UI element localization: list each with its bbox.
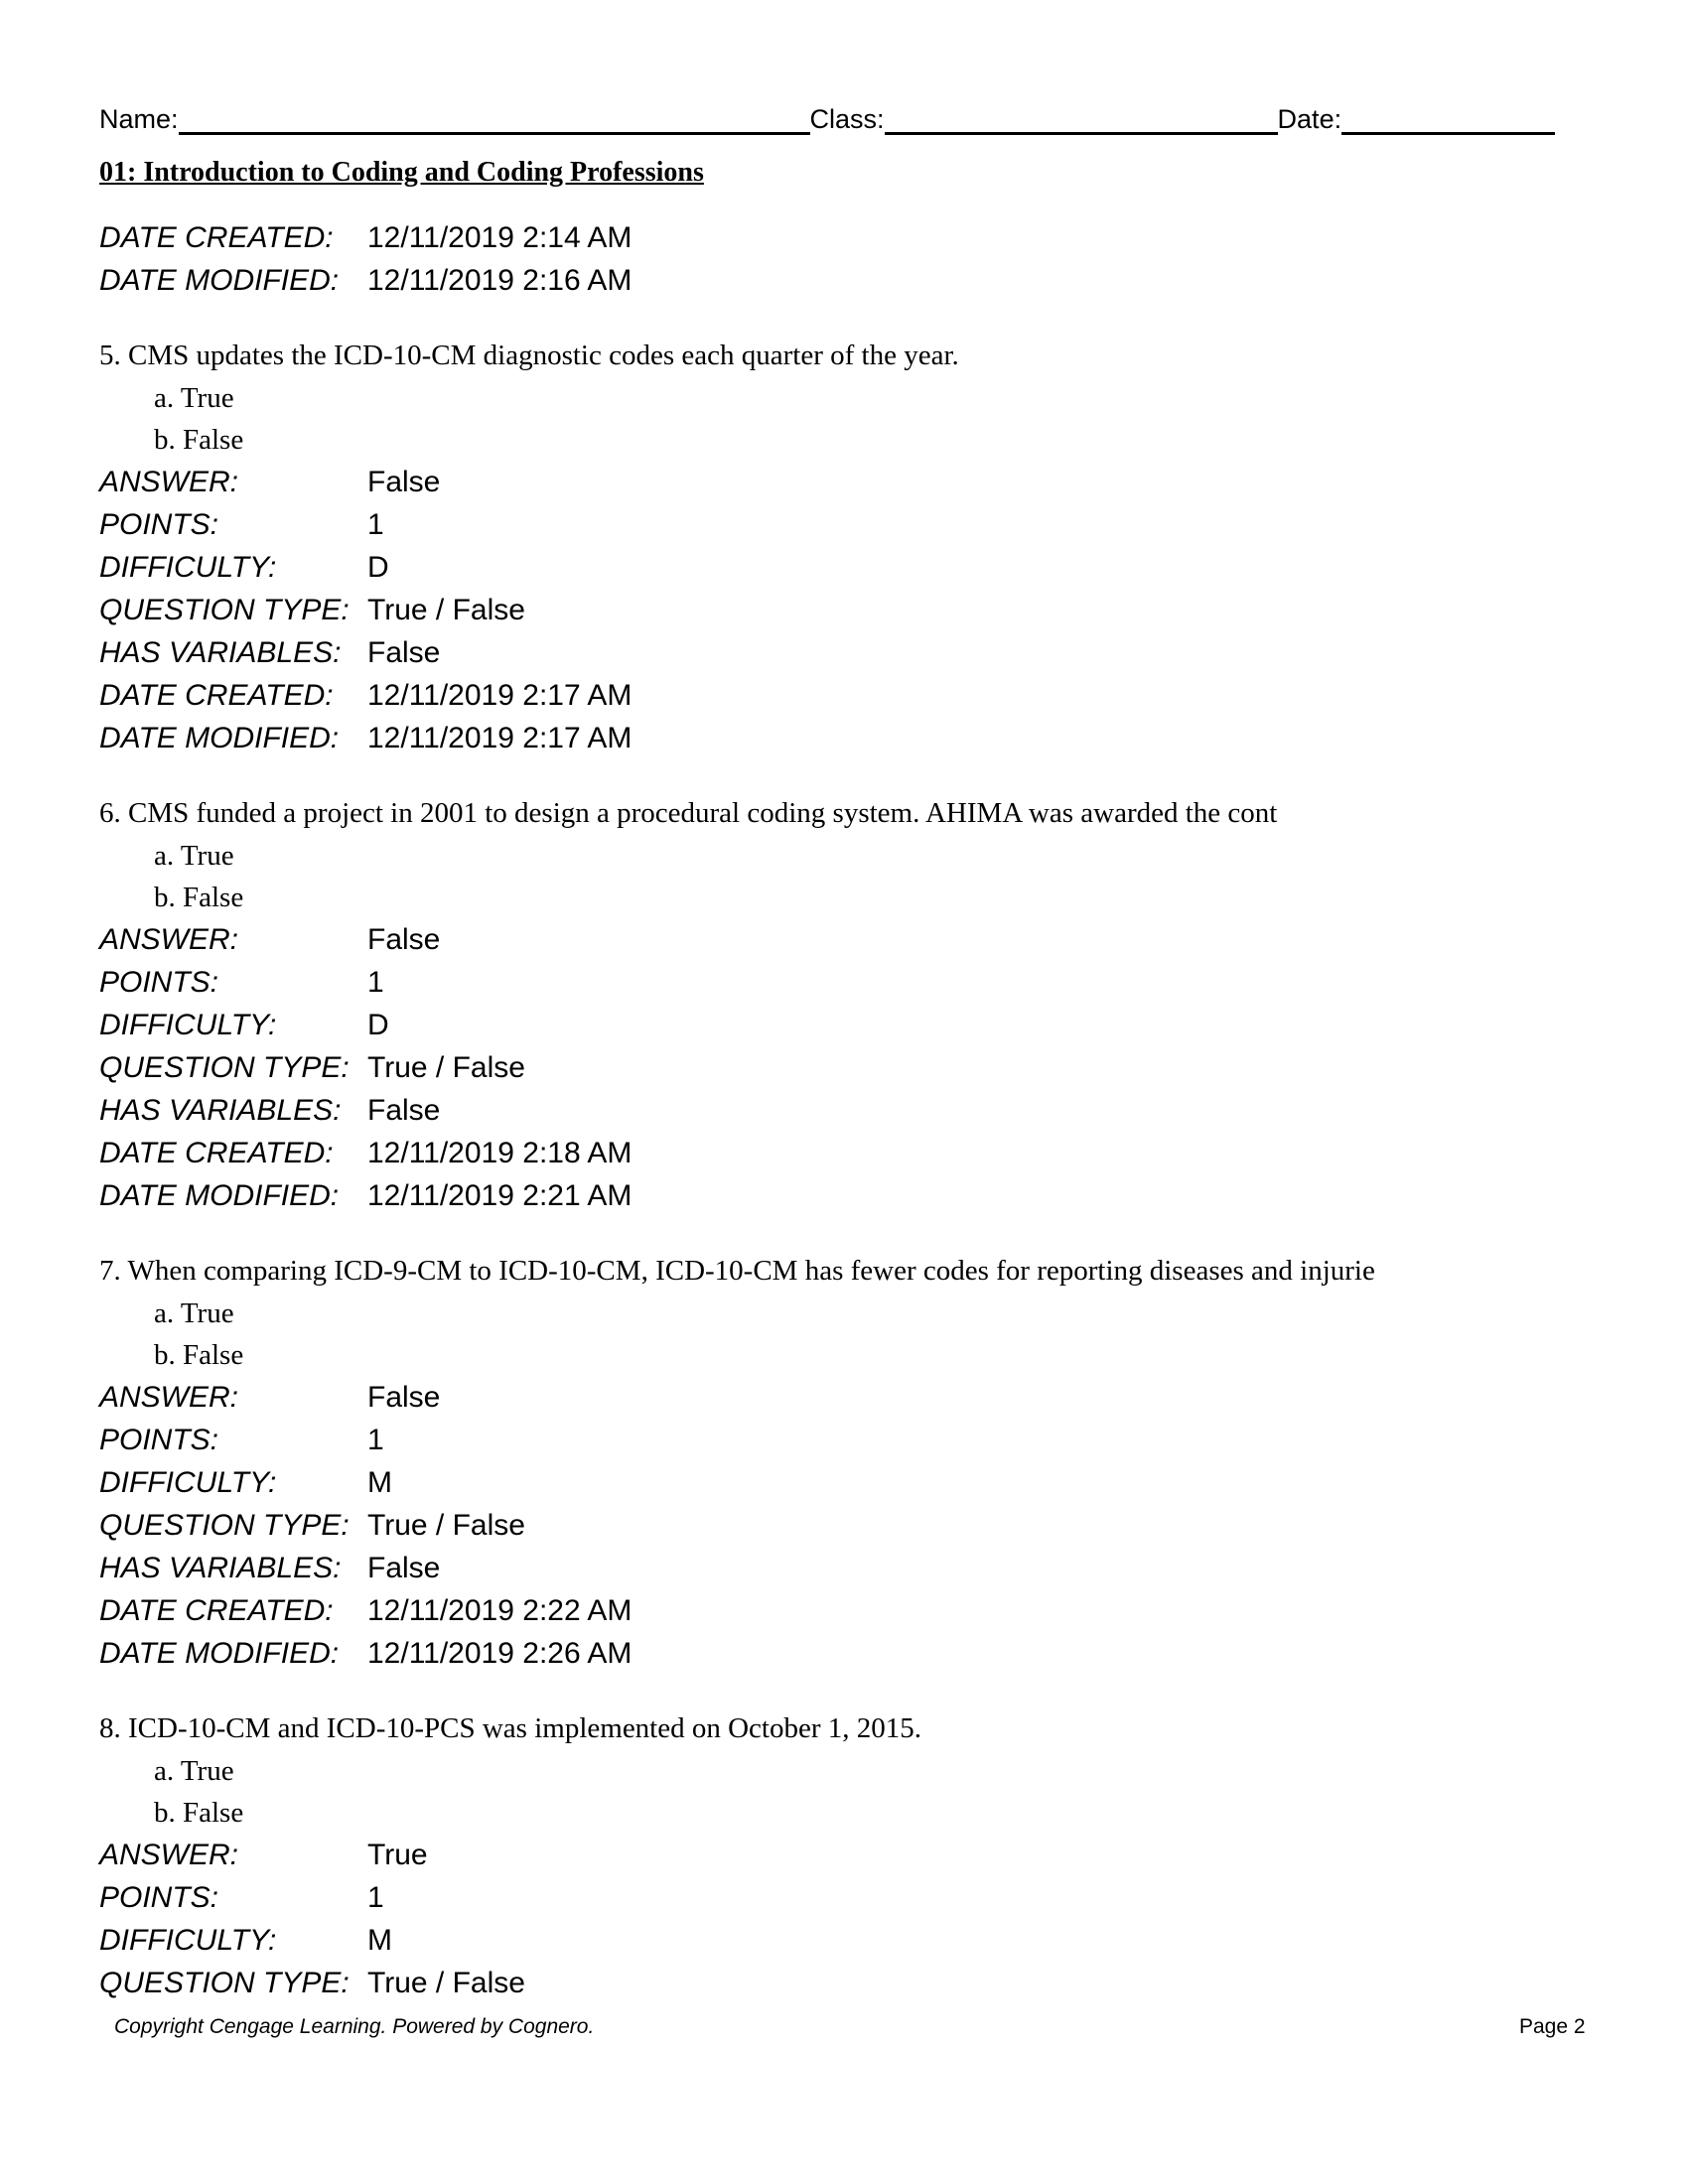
- meta-value: M: [367, 1466, 392, 1499]
- meta-row: [99, 1046, 1648, 1089]
- question-block: [99, 335, 1648, 759]
- meta-value: M: [367, 1924, 392, 1957]
- meta-row: [99, 1004, 1648, 1046]
- meta-row: [99, 1174, 1648, 1217]
- meta-label: ANSWER:: [99, 466, 239, 498]
- meta-row: [99, 717, 1648, 759]
- question-text: 5. CMS updates the ICD-10-CM diagnostic codes each quarter of the year.: [99, 340, 959, 371]
- meta-row: [99, 589, 1648, 631]
- date-blank: [1341, 100, 1555, 135]
- meta-label: DATE CREATED:: [99, 1137, 334, 1169]
- meta-row: [99, 1834, 1648, 1876]
- meta-value: 12/11/2019 2:17 AM: [367, 722, 633, 754]
- meta-label: POINTS:: [99, 1424, 219, 1456]
- meta-label: POINTS:: [99, 508, 219, 541]
- question-text: 7. When comparing ICD-9-CM to ICD-10-CM, ICD-10-CM has fewer codes for reporting diseases and injurie: [99, 1255, 1375, 1287]
- meta-row: [99, 1376, 1648, 1419]
- meta-row: [99, 631, 1648, 674]
- meta-label: QUESTION TYPE:: [99, 594, 350, 626]
- meta-value: True / False: [367, 1051, 525, 1084]
- answer-option: b. False: [154, 424, 244, 456]
- meta-label: DIFFICULTY:: [99, 1466, 277, 1499]
- meta-value: 12/11/2019 2:16 AM: [367, 264, 633, 297]
- meta-label: HAS VARIABLES:: [99, 1094, 342, 1127]
- meta-label: QUESTION TYPE:: [99, 1051, 350, 1084]
- meta-label: DIFFICULTY:: [99, 551, 277, 584]
- meta-row: [99, 216, 1648, 259]
- meta-value: True / False: [367, 1967, 525, 1999]
- meta-row: [99, 1461, 1648, 1504]
- class-label: Class:: [809, 104, 885, 134]
- meta-label: ANSWER:: [99, 923, 239, 956]
- meta-value: 12/11/2019 2:17 AM: [367, 679, 633, 712]
- meta-row: [99, 1419, 1648, 1461]
- meta-row: [99, 1089, 1648, 1132]
- meta-value: False: [367, 1381, 441, 1414]
- meta-row: [99, 259, 1648, 302]
- meta-label: POINTS:: [99, 1881, 219, 1914]
- question-list: [99, 216, 1648, 2004]
- meta-label: DIFFICULTY:: [99, 1924, 277, 1957]
- name-blank: [179, 100, 810, 135]
- meta-label: DIFFICULTY:: [99, 1009, 277, 1041]
- question-block: [99, 1250, 1648, 1675]
- meta-row: [99, 1132, 1648, 1174]
- meta-label: DATE MODIFIED:: [99, 264, 340, 297]
- meta-value: 12/11/2019 2:22 AM: [367, 1594, 633, 1627]
- meta-row: [99, 918, 1648, 961]
- meta-row: [99, 1919, 1648, 1962]
- answer-option: a. True: [154, 1755, 234, 1787]
- meta-row: [99, 461, 1648, 503]
- meta-value: True / False: [367, 1509, 525, 1542]
- meta-row: [99, 1876, 1648, 1919]
- meta-value: 12/11/2019 2:18 AM: [367, 1137, 633, 1169]
- meta-row: [99, 1547, 1648, 1589]
- meta-row: [99, 503, 1648, 546]
- question-text: 8. ICD-10-CM and ICD-10-PCS was implemented on October 1, 2015.: [99, 1712, 922, 1744]
- meta-value: 12/11/2019 2:14 AM: [367, 221, 633, 254]
- meta-value: False: [367, 1552, 441, 1584]
- meta-value: True: [367, 1839, 428, 1871]
- question-block: [99, 792, 1648, 1217]
- meta-label: HAS VARIABLES:: [99, 1552, 342, 1584]
- meta-value: False: [367, 923, 441, 956]
- meta-label: DATE CREATED:: [99, 679, 334, 712]
- meta-row: [99, 674, 1648, 717]
- meta-value: D: [367, 551, 389, 584]
- meta-label: HAS VARIABLES:: [99, 636, 342, 669]
- name-label: Name:: [99, 104, 179, 134]
- answer-option: a. True: [154, 1297, 234, 1329]
- question-text: 6. CMS funded a project in 2001 to design a procedural coding system. AHIMA was awarded the cont: [99, 797, 1278, 829]
- meta-row: [99, 1632, 1648, 1675]
- meta-label: ANSWER:: [99, 1839, 239, 1871]
- answer-option: b. False: [154, 1339, 244, 1371]
- meta-label: QUESTION TYPE:: [99, 1509, 350, 1542]
- class-blank: [885, 100, 1278, 135]
- meta-row: [99, 961, 1648, 1004]
- answer-option: a. True: [154, 840, 234, 872]
- meta-value: 1: [367, 966, 384, 999]
- page-number: Page 2: [1519, 2015, 1586, 2038]
- meta-label: DATE MODIFIED:: [99, 722, 340, 754]
- meta-label: DATE CREATED:: [99, 221, 334, 254]
- section-title: 01: Introduction to Coding and Coding Professions: [99, 157, 704, 188]
- meta-row: [99, 1504, 1648, 1547]
- previous-question-meta: [99, 216, 1648, 302]
- meta-value: 1: [367, 1881, 384, 1914]
- meta-label: ANSWER:: [99, 1381, 239, 1414]
- meta-value: False: [367, 466, 441, 498]
- meta-label: DATE CREATED:: [99, 1594, 334, 1627]
- meta-row: [99, 546, 1648, 589]
- date-label: Date:: [1277, 104, 1342, 134]
- answer-option: a. True: [154, 382, 234, 414]
- meta-row: [99, 1962, 1648, 2004]
- meta-value: 1: [367, 1424, 384, 1456]
- meta-row: [99, 1589, 1648, 1632]
- meta-value: False: [367, 636, 441, 669]
- meta-value: 12/11/2019 2:26 AM: [367, 1637, 633, 1670]
- meta-label: DATE MODIFIED:: [99, 1179, 340, 1212]
- meta-value: 12/11/2019 2:21 AM: [367, 1179, 633, 1212]
- answer-option: b. False: [154, 882, 244, 913]
- answer-option: b. False: [154, 1797, 244, 1829]
- student-info-header: [99, 95, 1579, 135]
- meta-value: False: [367, 1094, 441, 1127]
- copyright-footer: Copyright Cengage Learning. Powered by Cognero.: [114, 2015, 595, 2038]
- meta-value: D: [367, 1009, 389, 1041]
- meta-label: QUESTION TYPE:: [99, 1967, 350, 1999]
- question-block: [99, 1707, 1648, 2004]
- meta-label: DATE MODIFIED:: [99, 1637, 340, 1670]
- meta-value: True / False: [367, 594, 525, 626]
- meta-label: POINTS:: [99, 966, 219, 999]
- meta-value: 1: [367, 508, 384, 541]
